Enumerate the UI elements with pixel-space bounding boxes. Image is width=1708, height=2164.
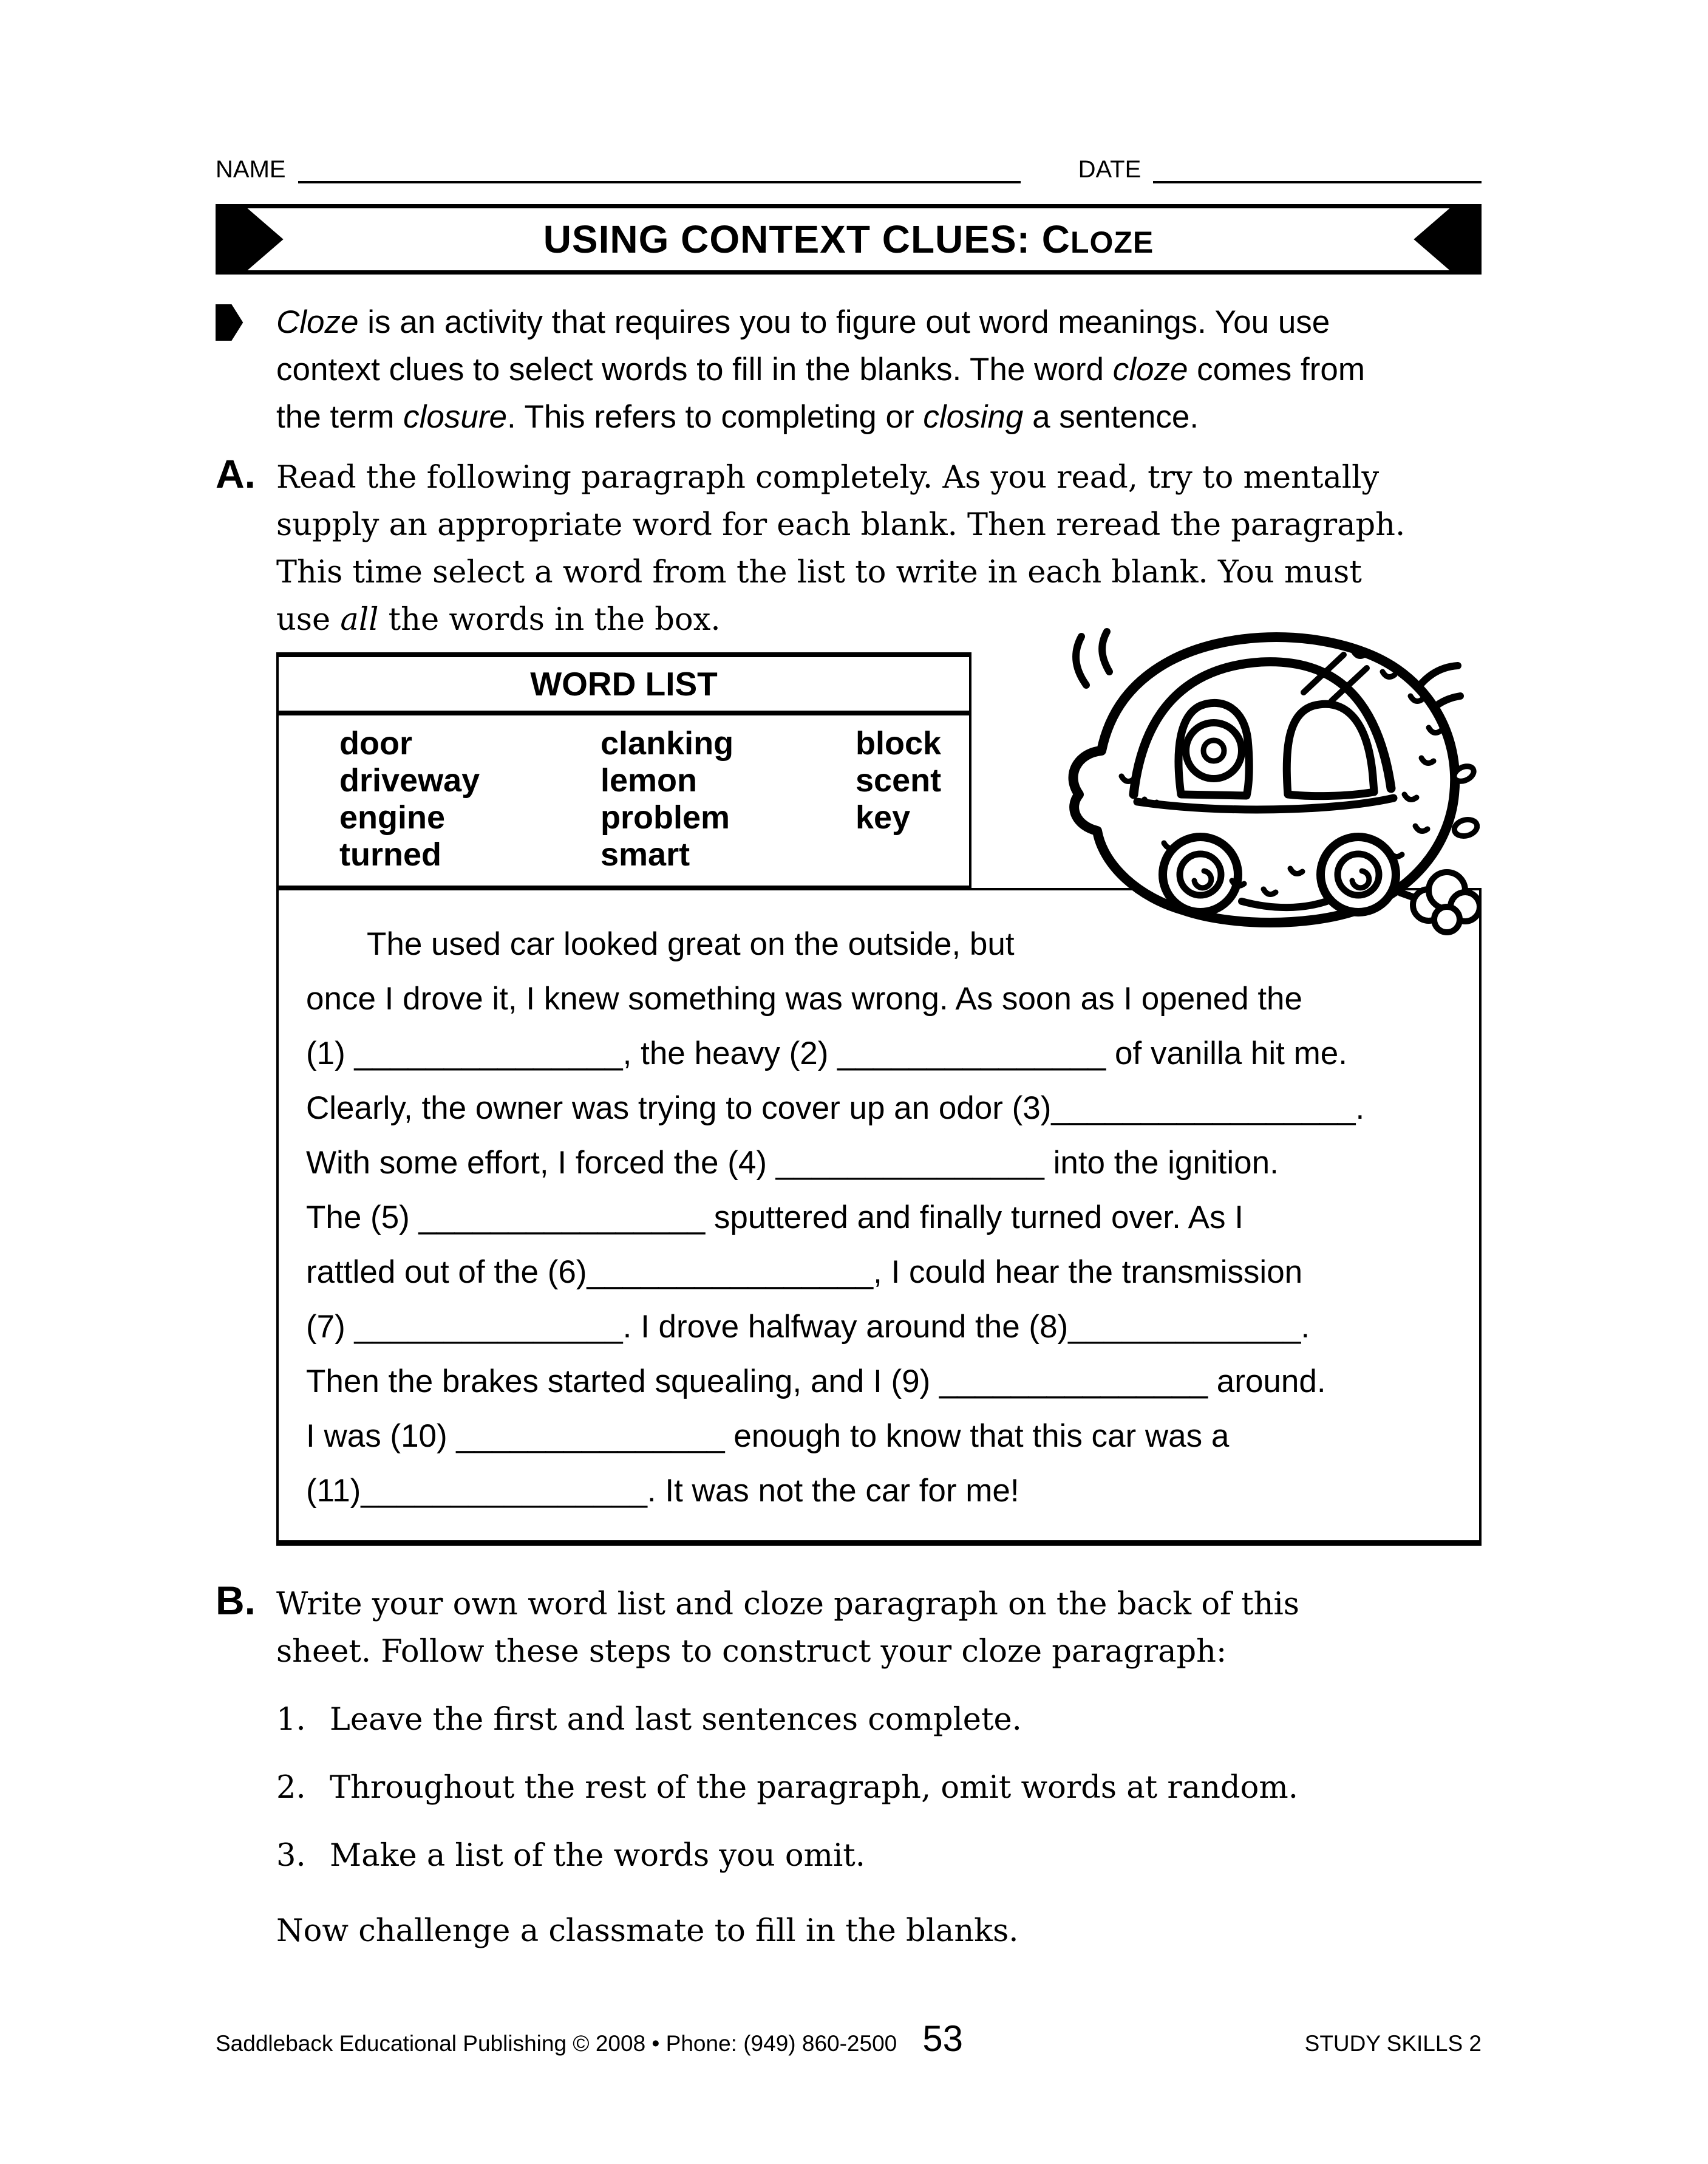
word-list-column-2	[601, 725, 856, 873]
closing-sentence: Now challenge a classmate to fill in the blanks.	[276, 1913, 1019, 1949]
section-b-label: B.	[216, 1578, 256, 1623]
cloze-line: The used car looked great on the outside, but	[367, 926, 1015, 962]
page-title-smallcaps: LOZE	[1070, 225, 1154, 259]
page-title-main: USING CONTEXT CLUES: C	[543, 217, 1070, 261]
step-2	[276, 1764, 1482, 1812]
page-number: 53	[922, 2018, 963, 2059]
word-item: smart	[601, 836, 690, 873]
word-item: block	[856, 725, 942, 762]
word-list-column-3	[856, 725, 969, 873]
cloze-line: (7) _______________. I drove halfway around the (8)_____________.	[306, 1309, 1310, 1345]
section-b	[216, 1578, 1482, 1676]
word-item: problem	[601, 799, 730, 836]
publisher-info: Saddleback Educational Publishing © 2008 • Phone: (949) 860-2500	[216, 2031, 897, 2056]
cloze-line: (1) _______________, the heavy (2) _______________ of vanilla hit me.	[306, 1036, 1347, 1071]
intro-italic-cloze: Cloze	[276, 304, 359, 340]
word-list-title: WORD LIST	[279, 657, 969, 715]
word-item: key	[856, 799, 911, 836]
cloze-line: Then the brakes started squealing, and I (9) _______________ around.	[306, 1364, 1326, 1399]
word-list-words	[279, 715, 969, 886]
name-blank-line	[298, 157, 1021, 183]
cloze-line: Clearly, the owner was trying to cover up an odor (3)_________________.	[306, 1090, 1365, 1126]
intro-block	[216, 299, 1482, 441]
section-b-instructions: Write your own word list and cloze paragraph on the back of this sheet. Follow these steps to construct your cloze paragraph:	[276, 1586, 1299, 1670]
series-title: STUDY SKILLS 2	[1304, 2031, 1482, 2056]
bullet-arrow-icon	[216, 304, 260, 341]
date-label: DATE	[1078, 156, 1142, 183]
step-text: Make a list of the words you omit.	[330, 1838, 865, 1874]
cloze-line: once I drove it, I knew something was wrong. As soon as I opened the	[306, 981, 1303, 1017]
cloze-line: (11)________________. It was not the car for me!	[306, 1473, 1019, 1509]
title-banner	[216, 204, 1482, 275]
step-text: Leave the first and last sentences complete.	[330, 1702, 1022, 1738]
date-blank-line	[1153, 157, 1482, 183]
banner-arrow-right-icon	[1401, 208, 1482, 270]
exercise-boxes	[276, 652, 1482, 1546]
word-item: driveway	[339, 762, 480, 799]
cloze-paragraph-box	[276, 888, 1482, 1546]
step-number: 3.	[276, 1838, 306, 1874]
step-text: Throughout the rest of the paragraph, omit words at random.	[330, 1770, 1298, 1806]
page-title	[543, 217, 1154, 262]
name-date-row	[216, 0, 1482, 183]
word-item: turned	[339, 836, 441, 873]
section-a-instructions: Read the following paragraph completely. As you read, try to mentally supply an appropriate word for each blank. Then reread the paragraph. This time select a word from the list to write in each blank. You must use all the words in the box.	[276, 460, 1406, 638]
name-label: NAME	[216, 156, 286, 183]
step-number: 1.	[276, 1702, 306, 1738]
word-item: door	[339, 725, 412, 762]
cloze-line: The (5) ________________ sputtered and finally turned over. As I	[306, 1200, 1244, 1235]
intro-paragraph: Cloze is an activity that requires you to figure out word meanings. You use context clues to select words to fill in the blanks. The word cloze comes from the term closure. This refers to completing or closing a sentence.	[276, 304, 1365, 435]
cloze-line: With some effort, I forced the (4) _______________ into the ignition.	[306, 1145, 1279, 1181]
banner-arrow-left-icon	[216, 208, 296, 270]
word-item: engine	[339, 799, 446, 836]
step-3	[276, 1832, 1482, 1880]
word-list-box	[276, 652, 971, 888]
cloze-line: I was (10) _______________ enough to know that this car was a	[306, 1418, 1230, 1454]
step-number: 2.	[276, 1770, 306, 1806]
cloze-line: rattled out of the (6)________________, I could hear the transmission	[306, 1254, 1303, 1290]
word-list-column-1	[339, 725, 601, 873]
word-item: clanking	[601, 725, 734, 762]
word-item: scent	[856, 762, 942, 799]
section-a-label: A.	[216, 451, 256, 496]
word-item: lemon	[601, 762, 698, 799]
lemon-car-illustration	[1018, 594, 1480, 940]
page-footer	[216, 2018, 1482, 2060]
step-1	[276, 1696, 1482, 1744]
